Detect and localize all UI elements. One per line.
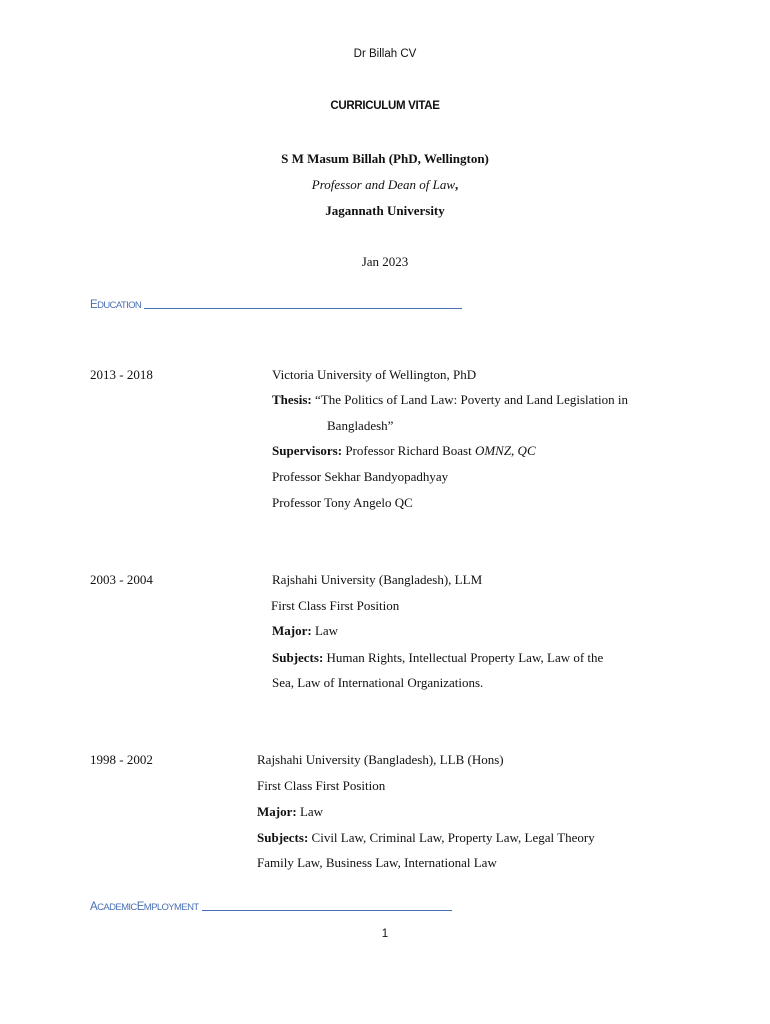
education-entry-1-supervisors: Supervisors: Professor Richard Boast OMNZ, QC xyxy=(272,443,536,458)
academic-employment-heading-rule xyxy=(202,910,452,911)
education-heading-label: EDUCATION xyxy=(90,299,142,311)
person-position xyxy=(0,177,770,193)
education-entry-2-institution: Rajshahi University (Bangladesh), LLM xyxy=(272,572,483,587)
running-header: Dr Billah CV xyxy=(353,48,417,60)
education-heading xyxy=(90,299,462,311)
education-entry-1-thesis-cont: Bangladesh” xyxy=(327,418,394,433)
education-entry-3-subjects-cont: Family Law, Business Law, International Law xyxy=(257,855,497,870)
position-text: Professor and Dean of Law xyxy=(311,177,455,192)
academic-employment-heading xyxy=(90,901,452,913)
education-entry-2-result: First Class First Position xyxy=(271,598,400,613)
document-title: CURRICULUM VITAE xyxy=(330,100,440,112)
education-entry-2-years: 2003 - 2004 xyxy=(90,572,153,587)
education-entry-3-major: Major: Law xyxy=(257,804,324,819)
education-entry-3-subjects: Subjects: Civil Law, Criminal Law, Property Law, Legal Theory xyxy=(257,830,595,845)
education-entry-2-major: Major: Law xyxy=(272,623,339,638)
education-entry-3-institution: Rajshahi University (Bangladesh), LLB (Hons) xyxy=(257,752,504,767)
education-entry-1-supervisor-3: Professor Tony Angelo QC xyxy=(272,495,413,510)
education-entry-1-thesis: Thesis: “The Politics of Land Law: Poverty and Land Legislation in xyxy=(272,392,628,407)
education-entry-2-subjects-cont: Sea, Law of International Organizations. xyxy=(272,675,484,690)
education-entry-2-subjects: Subjects: Human Rights, Intellectual Property Law, Law of the xyxy=(272,650,604,665)
education-entry-3-years: 1998 - 2002 xyxy=(90,752,153,767)
education-entry-1-institution: Victoria University of Wellington, PhD xyxy=(272,367,477,382)
education-entry-1-years: 2013 - 2018 xyxy=(90,367,153,382)
person-university: Jagannath University xyxy=(325,203,445,218)
education-entry-1-supervisor-2: Professor Sekhar Bandyopadhyay xyxy=(272,469,449,484)
academic-employment-heading-label: ACADEMICEMPLOYMENT xyxy=(90,901,199,913)
education-entry-3-result: First Class First Position xyxy=(257,778,386,793)
education-heading-rule xyxy=(144,308,462,309)
page-number: 1 xyxy=(381,928,389,940)
position-suffix: , xyxy=(455,177,459,192)
person-name: S M Masum Billah (PhD, Wellington) xyxy=(281,151,489,166)
cv-date: Jan 2023 xyxy=(361,254,409,269)
